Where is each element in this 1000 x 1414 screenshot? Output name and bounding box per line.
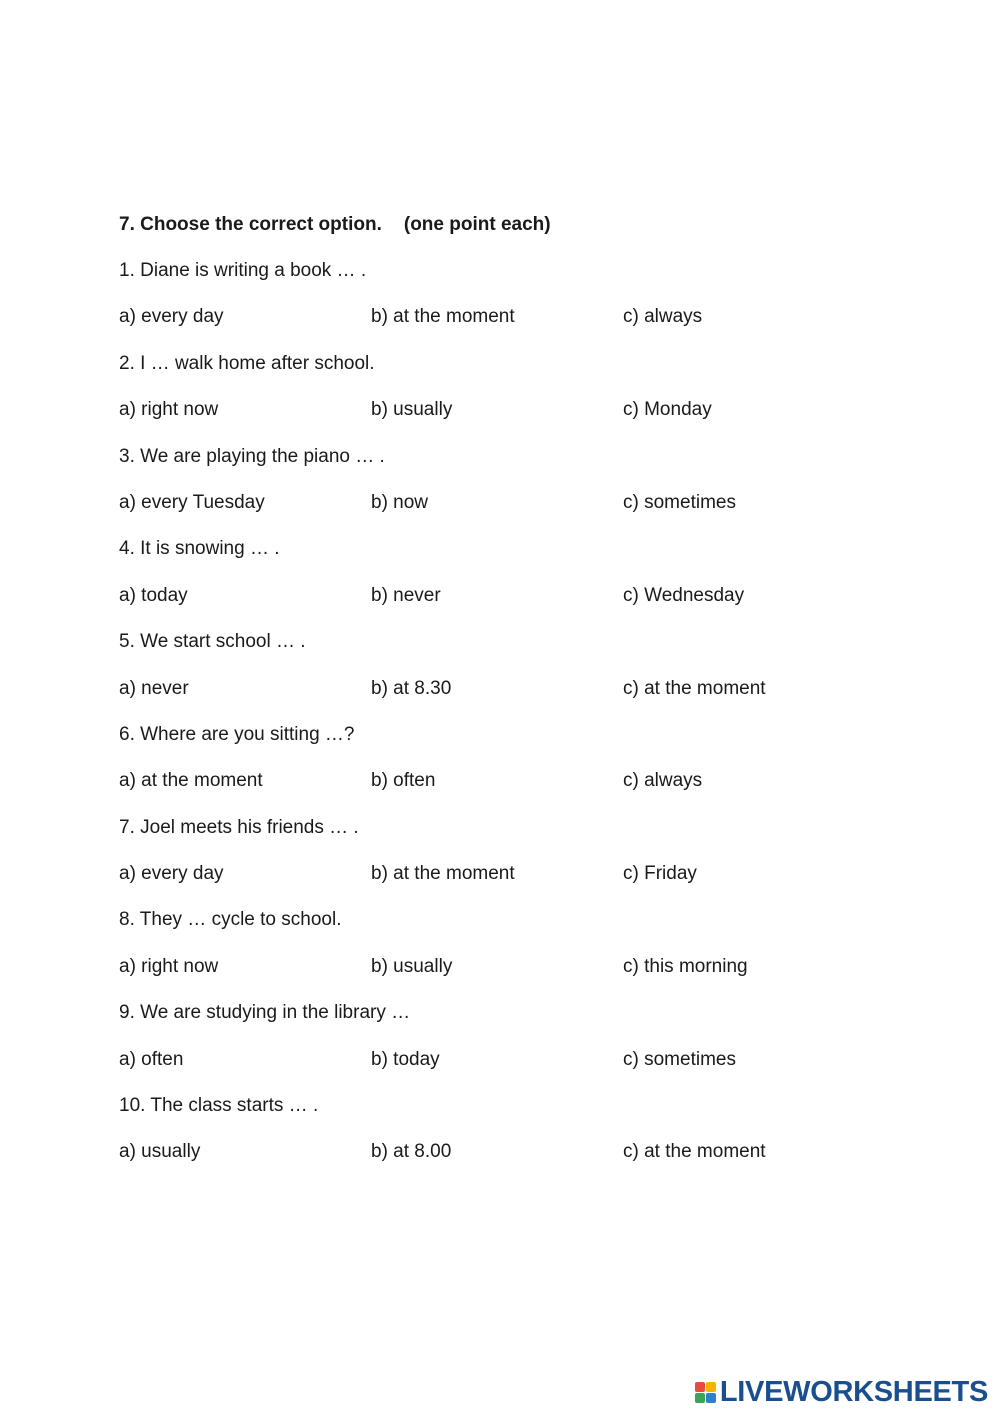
question-block-10 — [119, 1089, 899, 1182]
question-block-2 — [119, 347, 899, 440]
option-a[interactable]: a) at the moment — [119, 770, 263, 792]
option-a[interactable]: a) never — [119, 677, 189, 699]
option-a[interactable]: a) right now — [119, 399, 219, 421]
option-c[interactable]: c) Friday — [623, 863, 697, 885]
question-stem: 9. We are studying in the library … — [119, 1002, 411, 1024]
option-c[interactable]: c) Monday — [623, 399, 712, 421]
option-a[interactable]: a) often — [119, 1048, 184, 1070]
question-stem: 4. It is snowing … . — [119, 538, 280, 560]
option-a[interactable]: a) usually — [119, 1141, 201, 1163]
question-block-7 — [119, 811, 899, 904]
question-stem: 1. Diane is writing a book … . — [119, 260, 367, 281]
option-a[interactable]: a) every Tuesday — [119, 491, 265, 513]
option-b[interactable]: b) usually — [371, 955, 453, 977]
option-row — [119, 300, 899, 346]
worksheet — [119, 208, 899, 1182]
option-c[interactable]: c) sometimes — [623, 491, 736, 513]
question-stem: 3. We are playing the piano … . — [119, 445, 385, 467]
question-stem: 10. The class starts … . — [119, 1095, 319, 1117]
option-row — [119, 1135, 899, 1181]
option-a[interactable]: a) every day — [119, 306, 224, 328]
brand-name: LIVEWORKSHEETS — [719, 1375, 988, 1408]
exercise-title: 7. Choose the correct option. — [119, 214, 382, 235]
question-block-8 — [119, 903, 899, 996]
option-row — [119, 393, 899, 439]
option-c[interactable]: c) at the moment — [623, 677, 766, 699]
option-row — [119, 1043, 899, 1089]
option-b[interactable]: b) at the moment — [371, 306, 515, 328]
option-b[interactable]: b) never — [371, 584, 441, 606]
option-b[interactable]: b) at 8.00 — [371, 1141, 452, 1163]
logo-tile-3 — [695, 1393, 705, 1403]
logo-tile-4 — [706, 1393, 716, 1403]
question-stem: 5. We start school … . — [119, 631, 306, 653]
option-row — [119, 672, 899, 718]
option-a[interactable]: a) today — [119, 584, 188, 606]
exercise-heading — [119, 208, 899, 254]
option-c[interactable]: c) Wednesday — [623, 584, 745, 606]
option-a[interactable]: a) every day — [119, 863, 224, 885]
question-block-4 — [119, 532, 899, 625]
option-c[interactable]: c) always — [623, 770, 703, 792]
question-block-1 — [119, 254, 899, 347]
option-b[interactable]: b) at the moment — [371, 863, 515, 885]
option-row — [119, 579, 899, 625]
question-block-9 — [119, 996, 899, 1089]
logo-tile-1 — [695, 1382, 705, 1392]
question-block-6 — [119, 718, 899, 811]
question-stem: 8. They … cycle to school. — [119, 909, 342, 931]
option-c[interactable]: c) sometimes — [623, 1048, 736, 1070]
option-b[interactable]: b) often — [371, 770, 436, 792]
liveworksheets-brand[interactable] — [695, 1376, 988, 1408]
question-stem: 6. Where are you sitting …? — [119, 723, 355, 745]
option-c[interactable]: c) this morning — [623, 955, 748, 977]
option-c[interactable]: c) always — [623, 306, 703, 328]
option-row — [119, 950, 899, 996]
option-b[interactable]: b) today — [371, 1048, 440, 1070]
option-b[interactable]: b) usually — [371, 399, 453, 421]
option-b[interactable]: b) now — [371, 491, 429, 513]
logo-tile-2 — [706, 1382, 716, 1392]
option-row — [119, 857, 899, 903]
option-row — [119, 486, 899, 532]
option-row — [119, 764, 899, 810]
points-note: (one point each) — [403, 214, 551, 235]
question-block-5 — [119, 625, 899, 718]
question-block-3 — [119, 440, 899, 533]
option-a[interactable]: a) right now — [119, 955, 219, 977]
option-b[interactable]: b) at 8.30 — [371, 677, 452, 699]
option-c[interactable]: c) at the moment — [623, 1141, 766, 1163]
question-stem: 7. Joel meets his friends … . — [119, 816, 359, 838]
liveworksheets-logo-icon — [695, 1382, 716, 1403]
question-stem: 2. I … walk home after school. — [119, 352, 375, 374]
